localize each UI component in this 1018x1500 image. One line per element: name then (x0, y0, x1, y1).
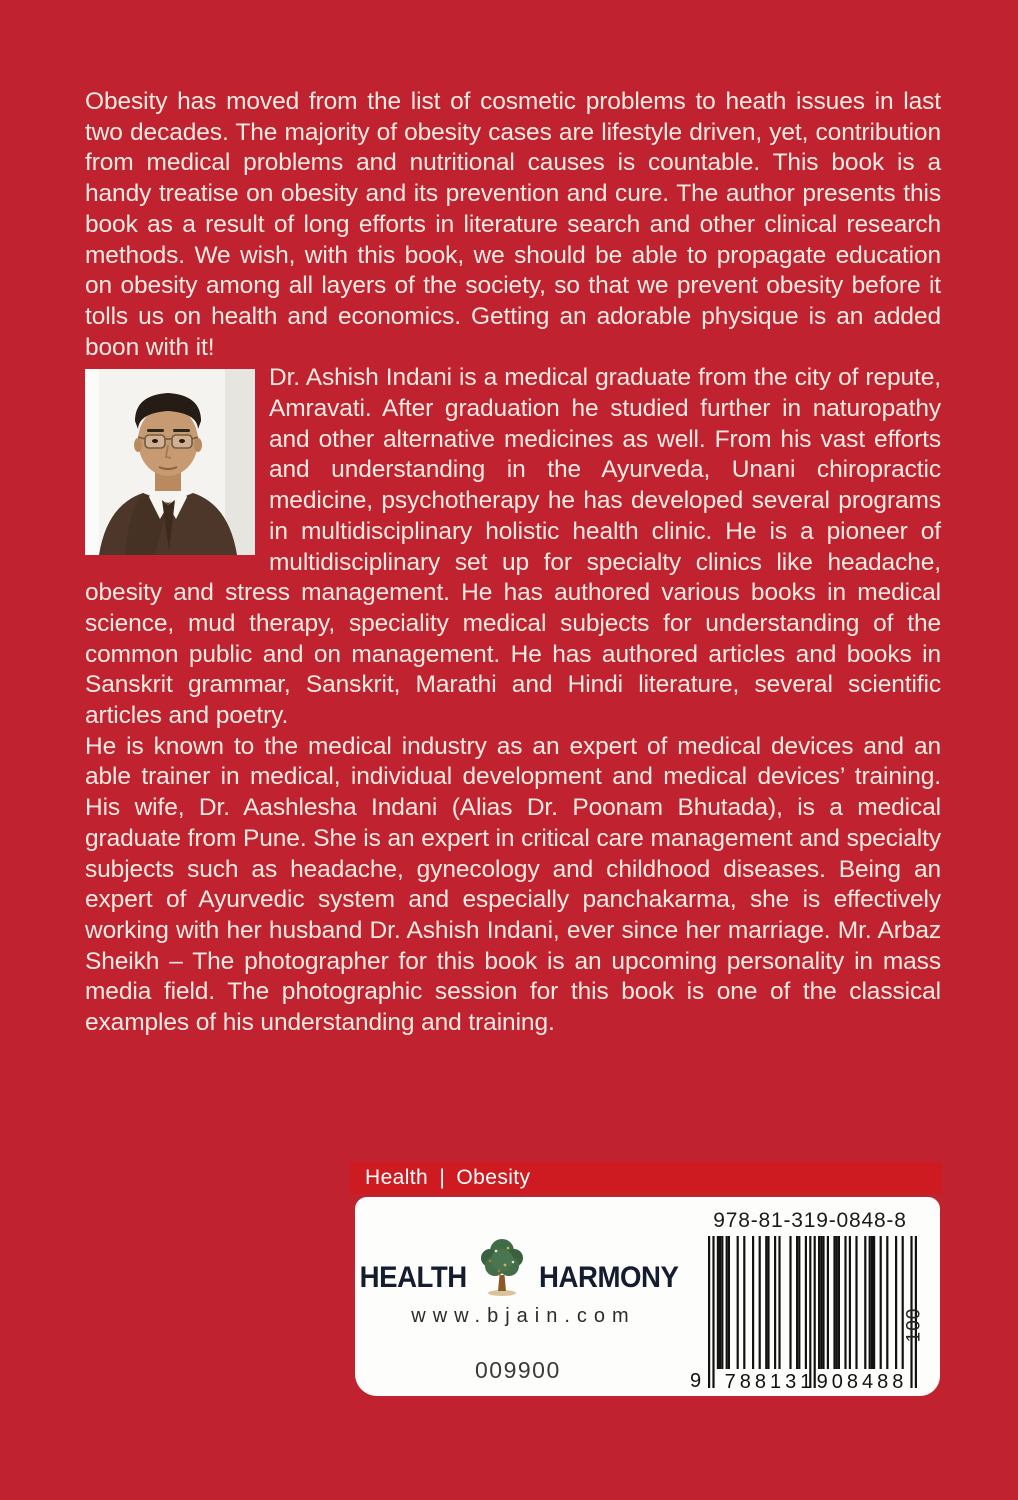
author-bio-section (85, 363, 941, 1038)
barcode-digit-group2: 908488 (816, 1371, 908, 1393)
tree-icon (478, 1237, 526, 1297)
back-cover-text (85, 87, 941, 1039)
author-photo (85, 369, 255, 555)
isbn-number: 978-81-319-0848-8 (713, 1209, 907, 1232)
barcode-digit-lead: 9 (690, 1370, 702, 1392)
author-portrait-illustration (85, 369, 255, 555)
barcode-block (690, 1207, 925, 1393)
category-strip (350, 1162, 942, 1194)
barcode (690, 1236, 925, 1394)
additional-bio-paragraph: He is known to the medical industry as an expert of medical devices and an able trainer in medical, individual development and medical devices’ training. His wife, Dr. Aashlesha Indani (Alias Dr. Poonam Bhutada), is a medical graduate from Pune. She is an expert in critical care management and specialty subjects such as headache, gynecology and childhood diseases. Being an expert of Ayurvedic system and especially panchakarma, she is effectively working with her husband Dr. Ashish Indani, ever since her marriage. Mr. Arbaz Sheikh – The photographer for this book is an upcoming personality in mass media field. The photographic session for this book is one of the classical examples of his understanding and training. (85, 732, 941, 1037)
publisher-box (355, 1197, 940, 1396)
publisher-website: www.bjain.com (411, 1305, 636, 1327)
author-bio-paragraph: Dr. Ashish Indani is a medical graduate from the city of repute, Amravati. After graduation he studied further in naturopathy and other alternative medicines as well. From his vast efforts and understanding in the Ayurveda, Unani chiropractic medicine, psychotherapy he has developed several programs in multidisciplinary holistic health clinic. He is a pioneer of multidisciplinary set up for specialty clinics like headache, obesity and stress management. He has authored various books in medical science, mud therapy, speciality medical subjects for understanding of the common public and on management. He has authored articles and books in Sanskrit grammar, Sanskrit, Marathi and Hindi literature, several scientific articles and poetry. (85, 364, 941, 730)
category-label: Health | Obesity (365, 1166, 531, 1189)
publisher-brand-area (355, 1197, 685, 1396)
brand-logo (355, 1235, 685, 1297)
print-code: 009900 (475, 1357, 561, 1383)
barcode-digit-group1: 788131 (724, 1371, 816, 1393)
barcode-side-number: 100 (903, 1307, 925, 1343)
brand-word-health: HEALTH (359, 1261, 467, 1294)
brand-word-harmony: HARMONY (539, 1261, 679, 1294)
intro-paragraph: Obesity has moved from the list of cosmetic problems to heath issues in last two decades. The majority of obesity cases are lifestyle driven, yet, contribution from medical problems and nutritional causes is countable. This book is a handy treatise on obesity and its prevention and cure. The author presents this book as a result of long efforts in literature search and other clinical research methods. We wish, with this book, we should be able to propagate education on obesity among all layers of the society, so that we prevent obesity before it tolls us on health and economics. Getting an adorable physique is an added boon with it! (85, 88, 941, 361)
